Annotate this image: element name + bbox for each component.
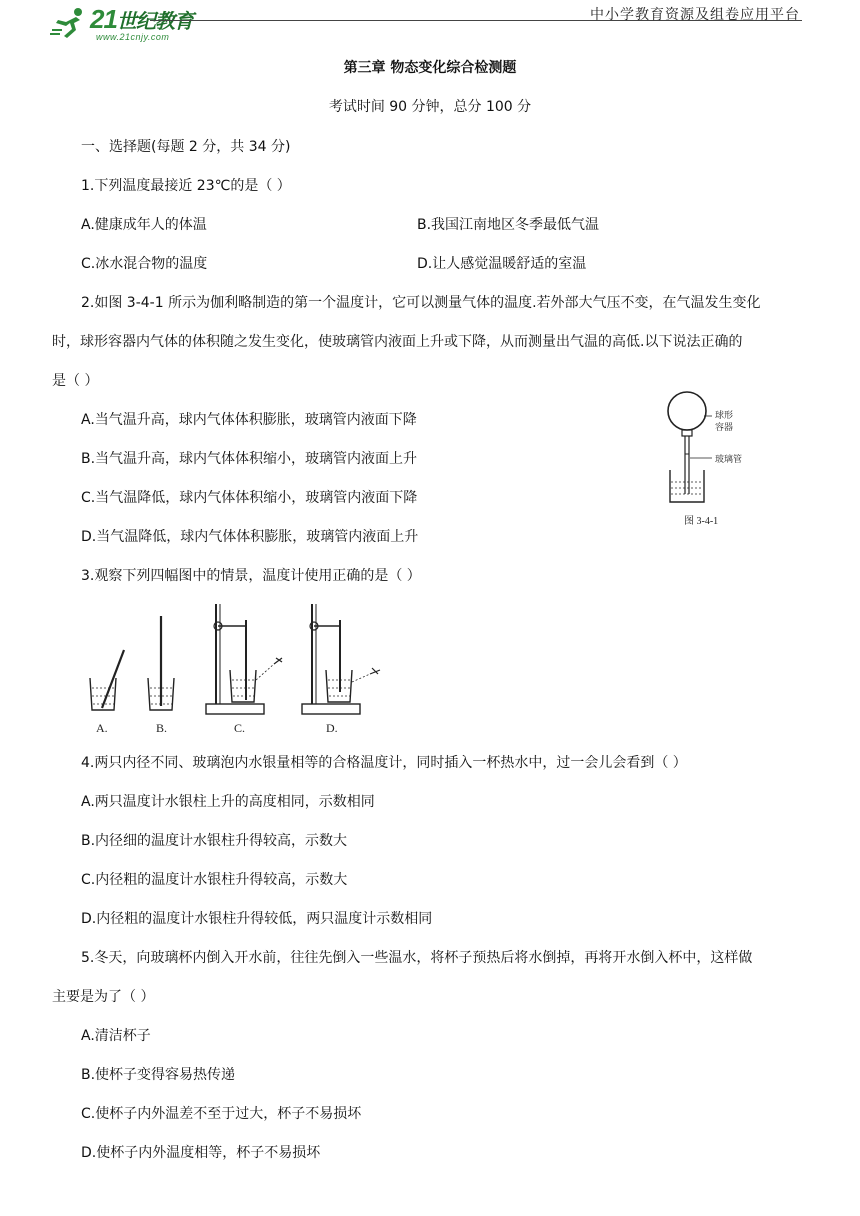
panel-a <box>90 650 124 735</box>
q4-option-d: D.内径粗的温度计水银柱升得较低，两只温度计示数相同 <box>81 911 433 927</box>
q4-option-b: B.内径细的温度计水银柱升得较高，示数大 <box>81 833 348 849</box>
q2-option-d: D.当气温降低，球内气体体积膨胀，玻璃管内液面上升 <box>81 529 419 545</box>
site-logo <box>48 6 218 42</box>
runner-icon <box>48 6 92 40</box>
q1-stem: 1.下列温度最接近 23℃的是（ ） <box>81 178 291 194</box>
q2-stem-line3: 是（ ） <box>52 373 99 389</box>
q5-option-b: B.使杯子变得容易热传递 <box>81 1067 236 1083</box>
q1-option-a: A.健康成年人的体温 <box>81 217 207 233</box>
q2-stem-line1: 2.如图 3-4-1 所示为伽利略制造的第一个温度计，它可以测量气体的温度.若外部大气压不变，在气温发生变化 <box>81 295 761 311</box>
q5-option-c: C.使杯子内外温差不至于过大，杯子不易损坏 <box>81 1106 362 1122</box>
q5-option-a: A.清洁杯子 <box>81 1028 151 1044</box>
q3-stem: 3.观察下列四幅图中的情景，温度计使用正确的是（ ） <box>81 568 421 584</box>
thermometer-usage-figure <box>84 600 394 742</box>
fig-label-tube: 玻璃管 <box>715 454 743 464</box>
q4-stem: 4.两只内径不同、玻璃泡内水银量相等的合格温度计，同时插入一杯热水中，过一会儿会看到（ ） <box>81 755 687 771</box>
q1-option-b: B.我国江南地区冬季最低气温 <box>417 217 600 233</box>
platform-name: 中小学教育资源及组卷应用平台 <box>590 8 800 23</box>
logo-url: www.21cnjy.com <box>96 32 170 42</box>
panel-c-label: C. <box>234 721 246 735</box>
fig-label-bulb-1: 球形 <box>715 410 734 420</box>
q2-option-a: A.当气温升高，球内气体体积膨胀，玻璃管内液面下降 <box>81 412 417 428</box>
panel-b-label: B. <box>156 721 168 735</box>
q2-option-c: C.当气温降低，球内气体体积缩小，玻璃管内液面下降 <box>81 490 418 506</box>
q1-option-d: D.让人感觉温暖舒适的室温 <box>417 256 587 272</box>
q4-option-c: C.内径粗的温度计水银柱升得较高，示数大 <box>81 872 348 888</box>
q1-option-c: C.冰水混合物的温度 <box>81 256 208 272</box>
q2-option-b: B.当气温升高，球内气体体积缩小，玻璃管内液面上升 <box>81 451 418 467</box>
fig-label-bulb-2: 容器 <box>715 422 734 432</box>
panel-c <box>206 604 282 735</box>
galileo-thermometer-figure <box>652 386 772 532</box>
exam-info: 考试时间 90 分钟，总分 100 分 <box>328 99 532 115</box>
q5-stem-line1: 5.冬天，向玻璃杯内倒入开水前，往往先倒入一些温水，将杯子预热后将水倒掉，再将开水倒入杯中，这样做 <box>81 950 753 966</box>
q4-option-a: A.两只温度计水银柱上升的高度相同，示数相同 <box>81 794 375 810</box>
fig-caption: 图 3-4-1 <box>684 516 719 527</box>
q5-option-d: D.使杯子内外温度相等，杯子不易损坏 <box>81 1145 321 1161</box>
q5-stem-line2: 主要是为了（ ） <box>52 989 155 1005</box>
panel-d <box>302 604 380 735</box>
panel-a-label: A. <box>96 721 108 735</box>
panel-d-label: D. <box>326 721 338 735</box>
logo-text: 21世纪教育 <box>90 4 193 34</box>
section-heading: 一、选择题(每题 2 分，共 34 分) <box>81 139 291 155</box>
page-header <box>0 0 860 46</box>
page-title: 第三章 物态变化综合检测题 <box>343 60 517 76</box>
panel-b <box>148 616 174 735</box>
q2-stem-line2: 时，球形容器内气体的体积随之发生变化，使玻璃管内液面上升或下降，从而测量出气温的高低.以下说法正确的 <box>52 334 743 350</box>
